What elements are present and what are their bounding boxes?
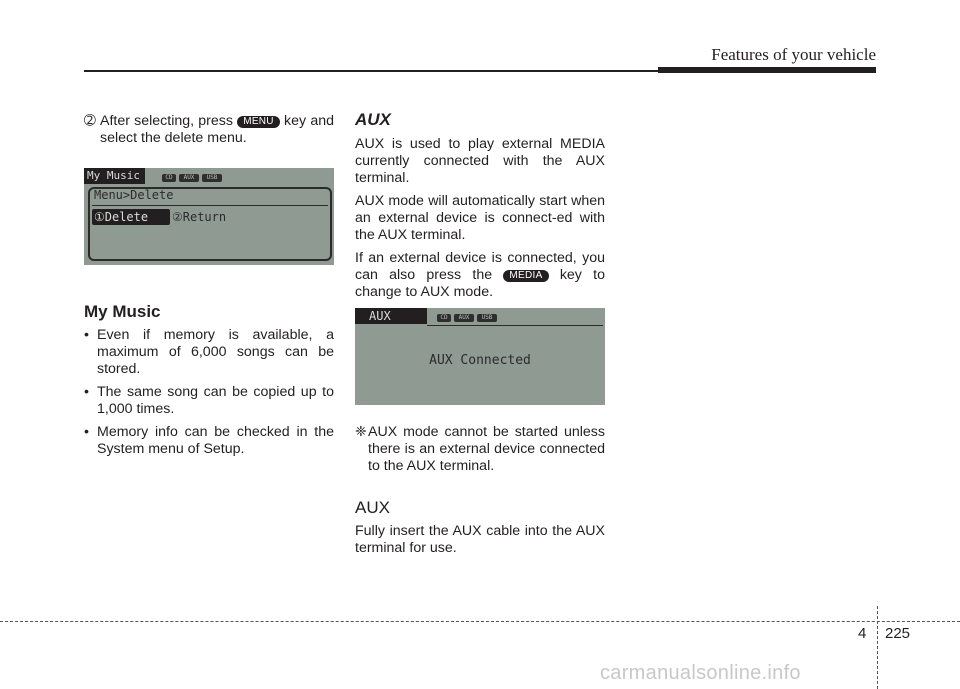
lcd-option-return: ②Return bbox=[172, 210, 227, 224]
header-rule-accent bbox=[658, 67, 876, 73]
chip-aux: AUX bbox=[179, 174, 199, 182]
aux-subheading: AUX bbox=[355, 498, 390, 517]
bullet-icon: • bbox=[84, 327, 89, 343]
media-key-badge: MEDIA bbox=[503, 270, 548, 282]
list-item bbox=[84, 384, 334, 418]
aux-paragraph-2: AUX mode will automatically start when an external device is connect-ed with the AUX terminal. bbox=[355, 193, 605, 243]
chapter-number: 4 bbox=[858, 625, 867, 642]
list-item-text: Memory info can be checked in the System menu of Setup. bbox=[97, 424, 334, 457]
aux-instruction: Fully insert the AUX cable into the AUX terminal for use. bbox=[355, 523, 605, 556]
lcd-option-delete: ①Delete bbox=[94, 210, 149, 224]
lcd-divider bbox=[92, 205, 328, 206]
chip-usb: USB bbox=[477, 314, 497, 322]
step-text-after: key and select the delete menu. bbox=[100, 113, 334, 146]
lcd-screen-delete bbox=[84, 168, 334, 265]
note-symbol: ❈ bbox=[355, 424, 367, 440]
bullet-icon: • bbox=[84, 384, 89, 400]
chip-cd: CD bbox=[437, 314, 451, 322]
menu-key-badge: MENU bbox=[237, 116, 280, 128]
lcd-mode-label: My Music bbox=[84, 168, 145, 184]
watermark: carmanualsonline.info bbox=[600, 662, 801, 684]
aux-body bbox=[355, 136, 605, 301]
aux-p3-after: key to change to AUX mode. bbox=[355, 267, 605, 300]
lcd-divider bbox=[427, 325, 603, 326]
aux-p3-before: If an external device is connected, you can also press the bbox=[355, 250, 605, 283]
aux-paragraph-1: AUX is used to play external MEDIA currently connected with the AUX terminal. bbox=[355, 136, 605, 186]
lcd-menu-title: Menu>Delete bbox=[94, 188, 174, 202]
step-text-before: After selecting, press bbox=[100, 113, 233, 129]
aux-note bbox=[355, 424, 605, 475]
chip-usb: USB bbox=[202, 174, 222, 182]
step-number: ➁ bbox=[84, 113, 96, 129]
my-music-heading: My Music bbox=[84, 302, 161, 321]
aux-heading: AUX bbox=[355, 110, 391, 129]
step-2 bbox=[84, 113, 334, 147]
chip-aux: AUX bbox=[454, 314, 474, 322]
bullet-icon: • bbox=[84, 424, 89, 440]
my-music-list bbox=[84, 327, 334, 464]
list-item bbox=[84, 327, 334, 378]
list-item-text: Even if memory is available, a maximum of 6,000 songs can be stored. bbox=[97, 327, 334, 377]
chip-cd: CD bbox=[162, 174, 176, 182]
footer-rule bbox=[0, 621, 960, 622]
page-header-title: Features of your vehicle bbox=[711, 45, 876, 64]
page-number: 225 bbox=[885, 625, 911, 642]
aux-paragraph-3 bbox=[355, 250, 605, 301]
list-item-text: The same song can be copied up to 1,000 times. bbox=[97, 384, 334, 417]
lcd-screen-aux bbox=[355, 308, 605, 405]
list-item bbox=[84, 424, 334, 458]
lcd-mode-label: AUX bbox=[355, 308, 427, 324]
note-text: AUX mode cannot be started unless there is an external device connected to the AUX terminal. bbox=[368, 424, 605, 474]
footer-divider bbox=[877, 606, 878, 689]
step-text bbox=[84, 113, 334, 147]
lcd-aux-message: AUX Connected bbox=[429, 353, 531, 368]
